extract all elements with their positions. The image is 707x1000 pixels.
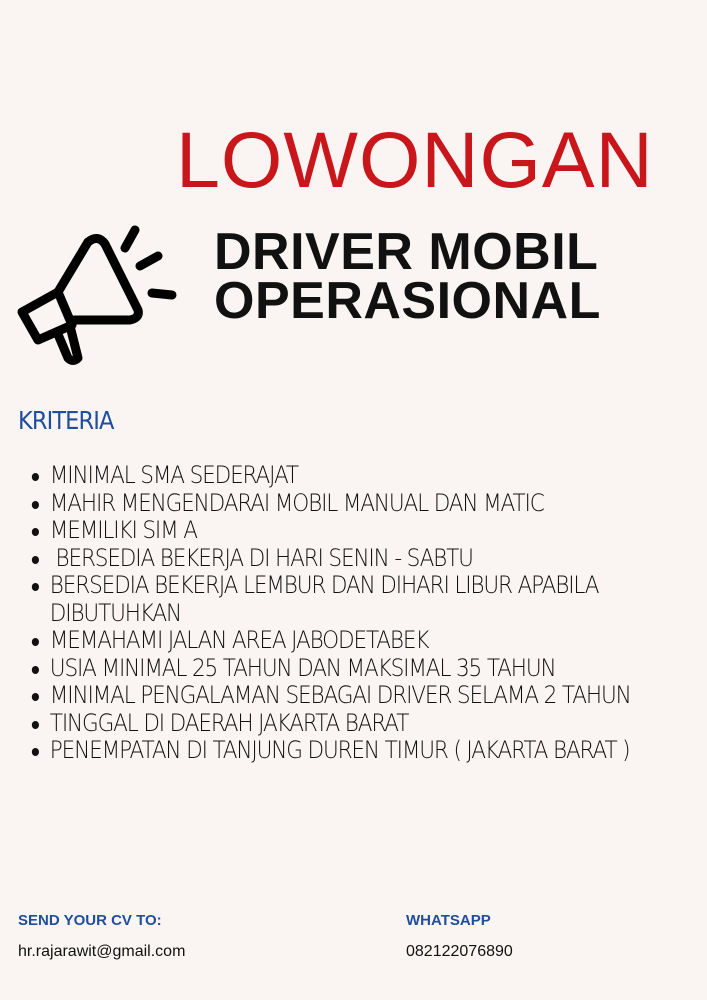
list-item: MAHIR MENGENDARAI MOBIL MANUAL DAN MATIC [30,490,698,518]
list-item: BERSEDIA BEKERJA LEMBUR DAN DIHARI LIBUR APABILA DIBUTUHKAN [30,572,626,627]
job-title-line2: OPERASIONAL [214,272,601,330]
criteria-heading: KRITERIA [18,406,114,435]
whatsapp-label: WHATSAPP [406,912,491,929]
bullet-icon [32,748,39,756]
bullet-icon [32,693,39,701]
list-item: MEMILIKI SIM A [30,517,698,545]
job-title [214,223,601,330]
job-title-line1: DRIVER MOBIL [214,223,599,281]
bullet-icon [32,501,39,509]
list-item: MEMAHAMI JALAN AREA JABODETABEK [30,627,698,655]
bullet-icon [32,721,39,729]
bullet-icon [32,666,39,674]
bullet-icon [32,473,39,481]
megaphone-icon [10,220,180,365]
bullet-icon [32,528,39,536]
list-item: TINGGAL DI DAERAH JAKARTA BARAT [30,710,698,738]
list-item: MINIMAL PENGALAMAN SEBAGAI DRIVER SELAMA 2 TAHUN [30,682,680,710]
page-title: LOWONGAN [176,115,654,204]
criteria-list [30,462,690,765]
list-item: USIA MINIMAL 25 TAHUN DAN MAKSIMAL 35 TAHUN [30,655,698,683]
bullet-icon [32,638,39,646]
whatsapp-number[interactable]: 082122076890 [406,943,513,960]
bullet-icon [32,556,39,564]
list-item: MINIMAL SMA SEDERAJAT [30,462,698,490]
cv-label: SEND YOUR CV TO: [18,912,162,929]
bullet-icon [32,583,39,591]
list-item: BERSEDIA BEKERJA DI HARI SENIN - SABTU [30,545,698,573]
list-item: PENEMPATAN DI TANJUNG DUREN TIMUR ( JAKARTA BARAT ) [30,737,680,765]
email-link[interactable]: hr.rajarawit@gmail.com [18,943,186,960]
